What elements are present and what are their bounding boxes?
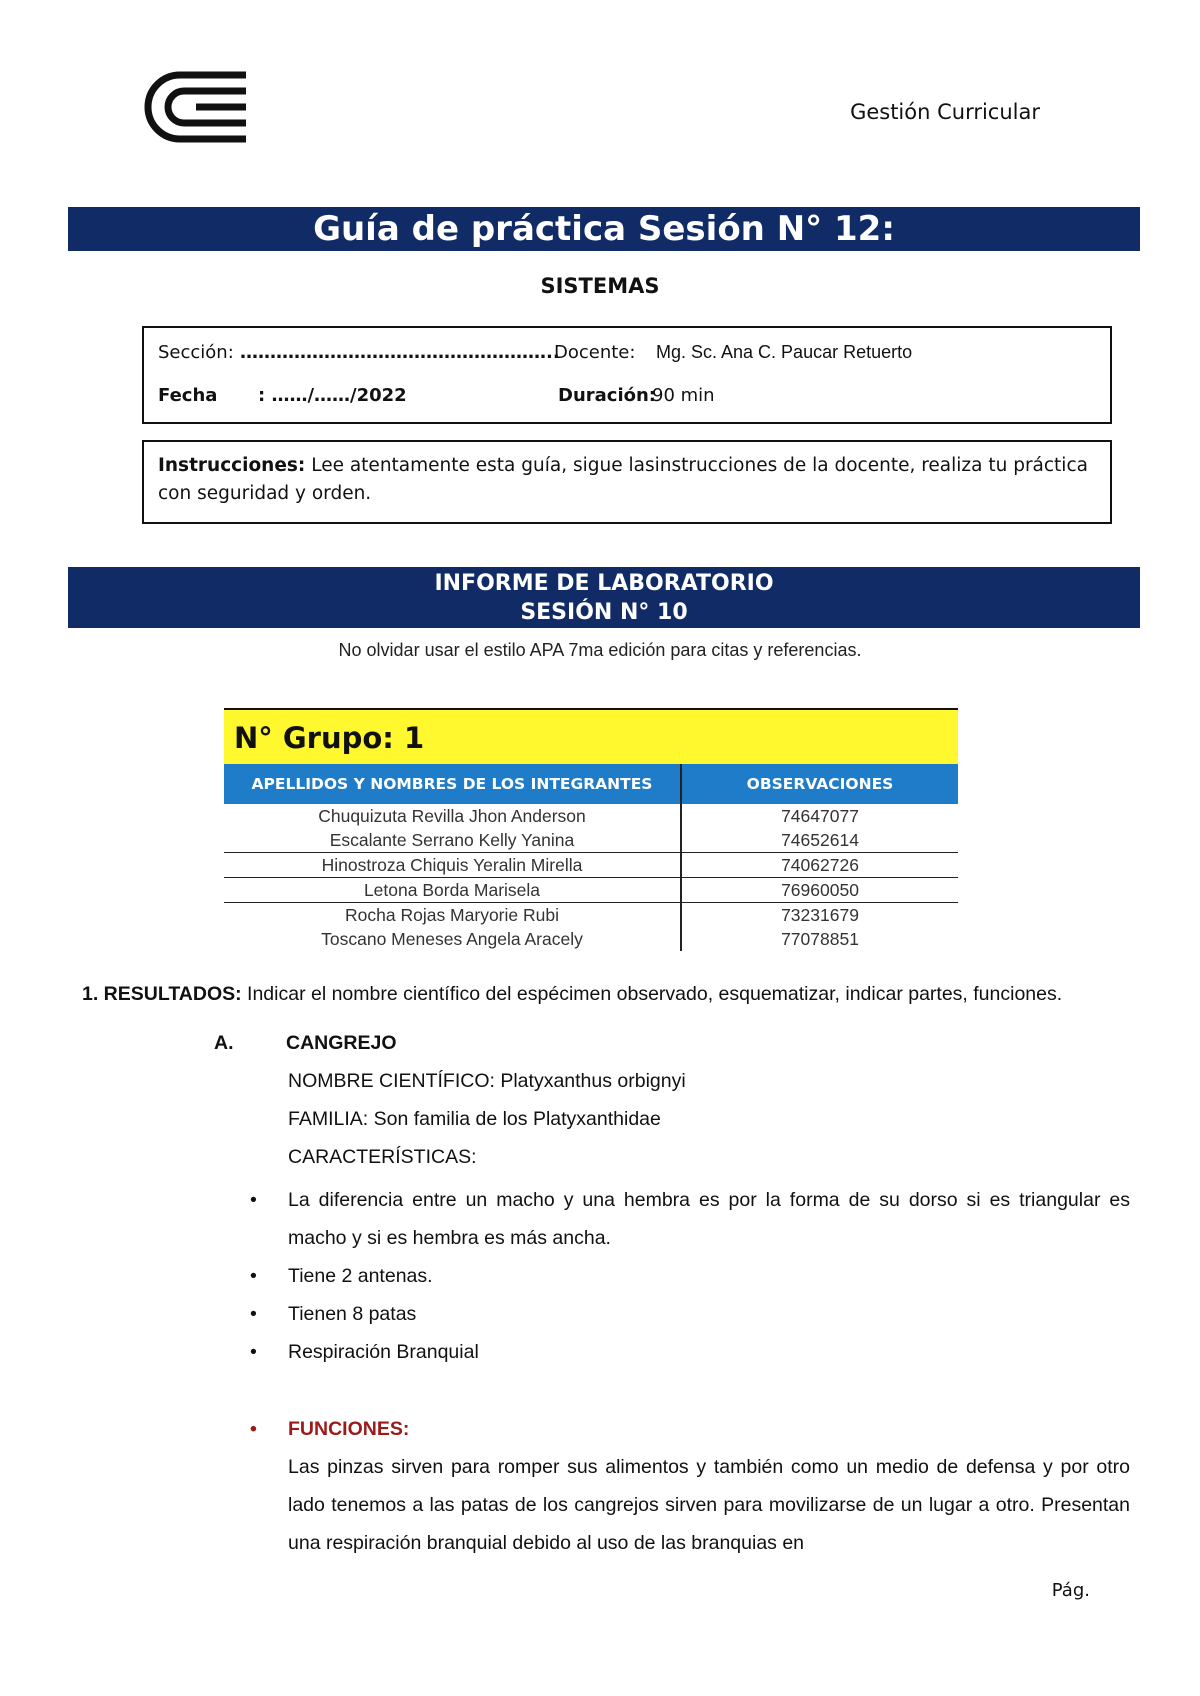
table-row — [224, 903, 958, 927]
member-observation: 74652614 — [781, 829, 859, 850]
instructions-box — [142, 440, 1112, 524]
institution-logo-icon — [140, 70, 248, 144]
table-row — [224, 878, 958, 903]
functions-text: Las pinzas sirven para romper sus alimentos y también como un medio de defensa y por otro lado tenemos a las patas de los cangrejos sirven para movilizarse de un lugar a otro. Presentan una respiración branquial debido al uso de las branquias en — [288, 1456, 1130, 1554]
family-name: FAMILIA: Son familia de los Platyxanthidae — [288, 1108, 661, 1130]
docente-label: Docente: — [554, 342, 636, 363]
seccion-value: …………………………………………….. — [240, 342, 560, 363]
lab-report-title: INFORME DE LABORATORIO — [434, 571, 774, 596]
lab-session: SESIÓN N° 10 — [520, 600, 688, 625]
member-name: Toscano Meneses Angela Aracely — [224, 927, 682, 951]
fecha-label: Fecha — [158, 385, 218, 406]
page-subtitle: SISTEMAS — [540, 274, 660, 298]
instructions-label: Instrucciones: — [158, 455, 306, 476]
member-observation: 74647077 — [781, 805, 859, 826]
specimen-letter: A. — [214, 1032, 234, 1054]
lab-report-bar — [68, 567, 1140, 628]
member-name: Chuquizuta Revilla Jhon Anderson — [224, 804, 682, 828]
table-row — [224, 853, 958, 878]
table-header — [224, 764, 958, 804]
results-heading — [82, 983, 1062, 1006]
org-header: Gestión Curricular — [850, 100, 1040, 124]
specimen-name: CANGREJO — [286, 1032, 397, 1054]
column-header-names: APELLIDOS Y NOMBRES DE LOS INTEGRANTES — [224, 764, 682, 804]
page-number: Pág. — [1051, 1580, 1090, 1601]
table-row — [224, 804, 958, 828]
instructions-text: Lee atentamente esta guía, sigue lasinstrucciones de la docente, realiza tu práctica con seguridad y orden. — [158, 455, 1088, 504]
info-box — [142, 326, 1112, 424]
apa-note: No olvidar usar el estilo APA 7ma edición para citas y referencias. — [338, 640, 862, 660]
member-observation: 77078851 — [781, 928, 859, 949]
member-observation: 74062726 — [781, 854, 859, 875]
member-observation: 73231679 — [781, 904, 859, 925]
column-header-observations: OBSERVACIONES — [746, 775, 894, 793]
member-name: Letona Borda Marisela — [224, 878, 682, 902]
member-name: Hinostroza Chiquis Yeralin Mirella — [224, 853, 682, 877]
member-observation: 76960050 — [781, 879, 859, 900]
duracion-label: Duración: — [558, 385, 656, 406]
results-text: Indicar el nombre científico del espécimen observado, esquematizar, indicar partes, funciones. — [241, 983, 1063, 1005]
list-item: • La diferencia entre un macho y una hembra es por la forma de su dorso si es triangular es macho y si es hembra es más ancha. — [250, 1181, 1130, 1257]
docente-value: Mg. Sc. Ana C. Paucar Retuerto — [656, 342, 913, 362]
functions-section — [250, 1410, 1130, 1562]
results-label: 1. RESULTADOS: — [82, 983, 242, 1005]
list-item: • Respiración Branquial — [250, 1333, 1130, 1371]
characteristics-label: CARACTERÍSTICAS: — [288, 1146, 477, 1168]
member-name: Rocha Rojas Maryorie Rubi — [224, 903, 682, 927]
fecha-value: : ……/……/2022 — [258, 385, 407, 406]
list-item: • Tienen 8 patas — [250, 1295, 1130, 1333]
table-row — [224, 828, 958, 853]
member-name: Escalante Serrano Kelly Yanina — [224, 828, 682, 852]
characteristics-list — [250, 1181, 1130, 1371]
group-title: N° Grupo: 1 — [224, 708, 958, 764]
functions-label: • FUNCIONES: — [250, 1410, 1130, 1448]
list-item: • Tiene 2 antenas. — [250, 1257, 1130, 1295]
scientific-name: NOMBRE CIENTÍFICO: Platyxanthus orbignyi — [288, 1070, 686, 1092]
table-row — [224, 927, 958, 951]
page-title: Guía de práctica Sesión N° 12: — [68, 207, 1140, 251]
seccion-label: Sección: — [158, 342, 234, 363]
group-table — [224, 708, 958, 951]
duracion-value: 90 min — [652, 385, 715, 406]
